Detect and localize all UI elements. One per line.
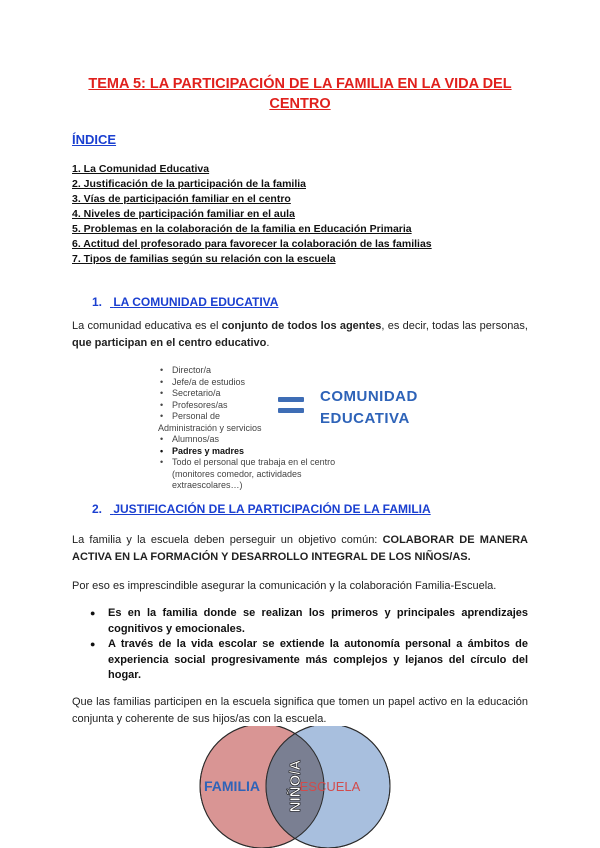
section2-bullets <box>108 606 528 684</box>
text-run-bold: COLABORAR DE MANERA ACTIVA EN LA FORMACIÓN Y DESARROLLO INTEGRAL DE LOS NIÑOS/AS. <box>72 534 528 563</box>
index-item[interactable]: 2. Justificación de la participación de la familia <box>72 178 306 190</box>
section2-title: JUSTIFICACIÓN DE LA PARTICIPACIÓN DE LA FAMILIA <box>113 502 431 516</box>
section2-paragraph2: Por eso es imprescindible asegurar la comunicación y la colaboración Familia-Escuela. <box>72 580 497 592</box>
text-run: . <box>266 337 270 349</box>
index-item[interactable]: 5. Problemas en la colaboración de la familia en Educación Primaria <box>72 223 412 235</box>
index-item[interactable]: 1. La Comunidad Educativa <box>72 163 210 175</box>
agent-item-continuation: Administración y servicios <box>158 422 262 433</box>
text-run: La comunidad educativa es el <box>72 320 222 332</box>
agent-item: • Todo el personal que trabaja en el centro <box>158 457 338 469</box>
section1-heading[interactable] <box>92 295 278 309</box>
index-heading[interactable]: ÍNDICE <box>72 132 117 147</box>
text-run-bold: conjunto de todos los agentes <box>221 320 382 332</box>
section1-title: LA COMUNIDAD EDUCATIVA <box>113 295 279 309</box>
section2-paragraph3: Que las familias participen en la escuela significa que tomen un papel activo en la educación conjunta y coherente de sus hijos/as con la escuela. <box>72 696 528 725</box>
page-title: TEMA 5: LA PARTICIPACIÓN DE LA FAMILIA EN LA VIDA DEL CENTRO <box>88 76 512 112</box>
venn-diagram <box>190 726 400 848</box>
comunidad-line: EDUCATIVA <box>320 410 410 427</box>
bullet-item: ● Es en la familia donde se realizan los primeros y principales aprendizajes cognitivos y emocionales. <box>108 606 528 637</box>
section1-number: 1. <box>92 295 103 309</box>
venn-center-label: NIÑO/A <box>287 759 304 813</box>
agent-item: • Alumnos/as <box>158 434 338 446</box>
agent-item: • Profesores/as <box>158 400 338 412</box>
index-item[interactable]: 6. Actitud del profesorado para favorecer la colaboración de las familias <box>72 238 432 250</box>
agent-item-continuation: extraescolares…) <box>172 480 243 490</box>
section1-paragraph <box>72 318 528 352</box>
agent-item: • Director/a <box>158 365 338 377</box>
index-item[interactable]: 7. Tipos de familias según su relación con la escuela <box>72 253 336 265</box>
agent-item-continuation: (monitores comedor, actividades <box>172 468 302 479</box>
venn-right-label: ESCUELA <box>299 779 361 794</box>
agent-item: • Jefe/a de estudios <box>158 377 338 389</box>
text-run: La familia y la escuela deben perseguir un objetivo común: <box>72 534 383 546</box>
index-item[interactable]: 3. Vías de participación familiar en el centro <box>72 193 291 205</box>
text-run-bold: que participan en el centro educativo <box>72 337 267 349</box>
venn-left-label: FAMILIA <box>204 778 260 794</box>
index-list <box>72 162 432 267</box>
bullet-item: ● A través de la vida escolar se extiende la autonomía personal a ámbitos de experiencia social progresivamente más complejos y lejanos del círculo del hogar. <box>108 637 528 684</box>
section2-paragraph1 <box>72 532 528 566</box>
text-run: , es decir, todas las personas, <box>381 320 528 332</box>
equals-icon <box>278 397 304 419</box>
agent-item: • Padres y madres <box>158 446 338 458</box>
index-item[interactable]: 4. Niveles de participación familiar en el aula <box>72 208 295 220</box>
agent-item: • Secretario/a <box>158 388 338 400</box>
comunidad-educativa-label <box>320 386 418 430</box>
agent-item: • Personal de <box>158 411 338 423</box>
comunidad-line: COMUNIDAD <box>320 388 418 405</box>
section2-heading[interactable] <box>92 502 431 516</box>
agents-list <box>158 365 338 492</box>
section2-number: 2. <box>92 502 103 516</box>
